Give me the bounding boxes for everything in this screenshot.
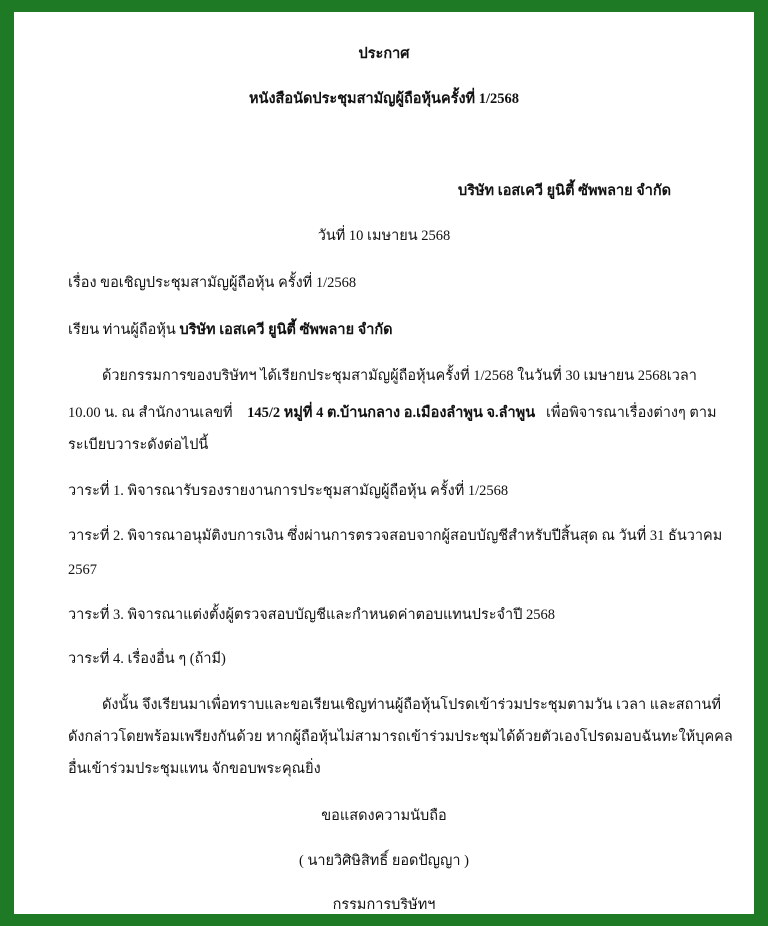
document-date: วันที่ 10 เมษายน 2568	[317, 228, 451, 244]
meeting-address: 145/2 หมู่ที่ 4 ต.บ้านกลาง อ.เมืองลำพูน จ.ลำพูน	[247, 405, 536, 421]
intro-purpose: เพื่อพิจารณาเรื่องต่างๆ ตาม	[546, 405, 717, 421]
intro-line-1: ด้วยกรรมการของบริษัทฯ ได้เรียกประชุมสามัญผู้ถือหุ้นครั้งที่ 1/2568 ในวันที่ 30 เมษายน 2568เวลา	[102, 368, 697, 384]
signatory-name: ( นายวิศิษิสิทธิ์ ยอดปัญญา )	[299, 853, 469, 869]
agenda-item-4: วาระที่ 4. เรื่องอื่น ๆ (ถ้ามี)	[68, 651, 226, 667]
agenda-item-2-continued: 2567	[68, 562, 97, 578]
agenda-item-1: วาระที่ 1. พิจารณารับรองรายงานการประชุมสามัญผู้ถือหุ้น ครั้งที่ 1/2568	[68, 483, 509, 499]
signature-regards: ขอแสดงความนับถือ	[321, 808, 447, 824]
announcement-heading: ประกาศ	[358, 46, 410, 62]
notice-title: หนังสือนัดประชุมสามัญผู้ถือหุ้นครั้งที่ 1/2568	[248, 91, 519, 107]
company-name: บริษัท เอสเควี ยูนิตี้ ซัพพลาย จำกัด	[458, 183, 672, 199]
recipient-company: บริษัท เอสเควี ยูนิตี้ ซัพพลาย จำกัด	[179, 322, 393, 338]
closing-line-1: ดังนั้น จึงเรียนมาเพื่อทราบและขอเรียนเชิญท่านผู้ถือหุ้นโปรดเข้าร่วมประชุมตามวัน เวลา และสถานที่	[102, 697, 721, 713]
agenda-item-3: วาระที่ 3. พิจารณาแต่งตั้งผู้ตรวจสอบบัญชีและกำหนดค่าตอบแทนประจำปี 2568	[68, 607, 556, 623]
closing-line-2: ดังกล่าวโดยพร้อมเพรียงกันด้วย หากผู้ถือหุ้นไม่สามารถเข้าร่วมประชุมได้ด้วยตัวเองโปรดมอบฉันทะให้บุคคล	[68, 729, 733, 745]
recipient-line	[68, 321, 393, 339]
intro-time-venue: 10.00 น. ณ สำนักงานเลขที่	[68, 405, 233, 421]
agenda-item-2: วาระที่ 2. พิจารณาอนุมัติงบการเงิน ซึ่งผ่านการตรวจสอบจากผู้สอบบัญชีสำหรับปีสิ้นสุด ณ วันที่ 31 ธันวาคม	[68, 528, 723, 544]
notice-document	[14, 12, 754, 914]
closing-line-3: อื่นเข้าร่วมประชุมแทน จักขอบพระคุณยิ่ง	[68, 761, 321, 777]
recipient-prefix: เรียน ท่านผู้ถือหุ้น	[68, 322, 176, 338]
intro-line-3: ระเบียบวาระดังต่อไปนี้	[68, 437, 209, 453]
intro-line-2	[68, 404, 717, 422]
subject-line: เรื่อง ขอเชิญประชุมสามัญผู้ถือหุ้น ครั้งที่ 1/2568	[68, 275, 357, 291]
signatory-position: กรรมการบริษัทฯ	[332, 897, 436, 913]
